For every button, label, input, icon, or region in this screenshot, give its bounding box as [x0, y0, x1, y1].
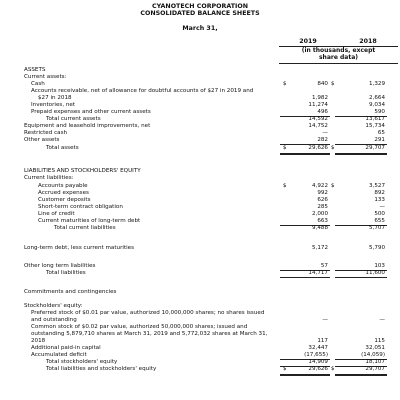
value-2018: (14,059)	[361, 352, 385, 358]
table-row	[0, 225, 400, 232]
units-note	[279, 47, 398, 61]
row-label: Line of credit	[38, 211, 75, 217]
table-row	[0, 310, 400, 324]
value-2018: 13,617	[365, 116, 385, 122]
table-row	[0, 145, 400, 152]
value-2018: 5,707	[368, 225, 385, 231]
table-row	[0, 67, 400, 74]
value-2019: 9,488	[311, 225, 328, 231]
value-2018: 892	[374, 190, 385, 196]
row-label: Total liabilities	[46, 270, 86, 276]
row-label: Preferred stock of $0.01 par value, authorized 10,000,000 shares; no shares issued and outstanding	[31, 310, 265, 323]
column-header	[279, 38, 398, 64]
table-row	[0, 204, 400, 211]
header-rule-bottom	[279, 63, 398, 64]
value-2019: 4,922	[311, 183, 328, 189]
value-2018: 9,034	[368, 102, 385, 108]
table-row	[0, 352, 400, 359]
value-2018: 2,664	[368, 95, 385, 101]
row-label: Total liabilities and stockholders' equity	[46, 366, 157, 372]
value-2018: 500	[374, 211, 385, 217]
value-2018: 5,790	[368, 245, 385, 251]
table-row	[0, 95, 400, 102]
value-2018: —	[379, 317, 385, 323]
company-name: CYANOTECH CORPORATION	[151, 3, 249, 10]
row-label: Common stock of $0.02 par value, authorized 50,000,000 shares; issued and outstanding 5,879,710 shares at March 31, 2019 and 5,772,032 shares at March 31, 2018	[31, 324, 268, 344]
value-2019: 840	[317, 81, 328, 87]
row-label: Prepaid expenses and other current assets	[31, 109, 151, 115]
row-label: Accrued expenses	[38, 190, 89, 196]
table-row	[0, 359, 400, 366]
table-row	[0, 345, 400, 352]
value-2019: —	[322, 317, 328, 323]
table-row	[0, 88, 400, 95]
row-label: Long-term debt, less current maturities	[24, 245, 135, 251]
table-row	[0, 303, 400, 310]
double-underline	[280, 375, 330, 376]
row-label: Restricted cash	[24, 130, 68, 136]
table-row	[0, 190, 400, 197]
table-row	[0, 197, 400, 204]
units-note-line2: share data)	[318, 54, 358, 61]
row-label: Total assets	[46, 145, 79, 151]
table-row	[0, 245, 400, 252]
value-2019: 626	[317, 197, 328, 203]
value-2018: —	[379, 204, 385, 210]
value-2019: 14,592	[308, 116, 328, 122]
value-2018: 29,707	[365, 145, 385, 151]
dollar-sign: $	[331, 145, 335, 151]
value-2019: —	[322, 130, 328, 136]
as-of-date: March 31,	[182, 25, 218, 32]
value-2019: 285	[317, 204, 328, 210]
value-2019: 29,626	[308, 366, 328, 372]
underline	[335, 277, 387, 278]
value-2018: 11,600	[365, 270, 385, 276]
table-row	[0, 109, 400, 116]
value-2019: (17,655)	[304, 352, 328, 358]
table-row	[0, 366, 400, 373]
table-row	[0, 289, 400, 296]
table-row	[0, 183, 400, 190]
dollar-sign: $	[331, 183, 335, 189]
row-label: Short-term contract obligation	[38, 204, 123, 210]
table-row	[0, 74, 400, 81]
row-label: Commitments and contingencies	[24, 289, 117, 295]
value-2018: 18,107	[365, 359, 385, 365]
column-year-2018: 2018	[359, 38, 377, 45]
row-label: Accounts receivable, net of allowance for doubtful accounts of $27 in 2019 and	[31, 88, 254, 94]
dollar-sign: $	[331, 366, 335, 372]
value-2019: 1,982	[311, 95, 328, 101]
dollar-sign: $	[283, 81, 287, 87]
value-2019: 992	[317, 190, 328, 196]
dollar-sign: $	[331, 81, 335, 87]
value-2019: 14,909	[308, 359, 328, 365]
row-label: Total stockholders' equity	[46, 359, 118, 365]
value-2018: 590	[374, 109, 385, 115]
table-row	[0, 116, 400, 123]
dollar-sign: $	[283, 366, 287, 372]
dollar-sign: $	[283, 183, 287, 189]
value-2019: 14,717	[308, 270, 328, 276]
table-row	[0, 211, 400, 218]
value-2019: 29,626	[308, 145, 328, 151]
table-row	[0, 123, 400, 130]
row-label: Additional paid-in capital	[31, 345, 101, 351]
value-2019: 5,172	[311, 245, 328, 251]
table-row	[0, 270, 400, 277]
row-label: Current maturities of long-term debt	[38, 218, 141, 224]
table-row	[0, 324, 400, 345]
value-2019: 2,000	[311, 211, 328, 217]
row-label: Other long term liabilities	[24, 263, 96, 269]
row-label: Current liabilities:	[24, 175, 74, 181]
value-2019: 496	[317, 109, 328, 115]
value-2018: 32,051	[365, 345, 385, 351]
underline	[280, 277, 330, 278]
table-row	[0, 130, 400, 137]
row-label: Accumulated deficit	[31, 352, 87, 358]
value-2018: 15,734	[365, 123, 385, 129]
column-year-2019: 2019	[299, 38, 317, 45]
value-2018: 103	[374, 263, 385, 269]
value-2018: 65	[377, 130, 385, 136]
row-label: $27 in 2018	[38, 95, 72, 101]
value-2019: 11,274	[308, 102, 328, 108]
row-label: Accounts payable	[38, 183, 88, 189]
row-label: Current assets:	[24, 74, 67, 80]
row-label: Stockholders' equity:	[24, 303, 83, 309]
table-row	[0, 175, 400, 182]
units-note-line1: (in thousands, except	[301, 47, 376, 54]
table-row	[0, 263, 400, 270]
value-2019: 117	[317, 338, 328, 344]
row-label: LIABILITIES AND STOCKHOLDERS' EQUITY	[24, 168, 141, 174]
double-underline	[335, 154, 387, 155]
value-2018: 133	[374, 197, 385, 203]
double-underline	[335, 375, 387, 376]
dollar-sign: $	[283, 145, 287, 151]
row-label: Total current assets	[46, 116, 101, 122]
value-2018: 655	[374, 218, 385, 224]
value-2018: 3,527	[368, 183, 385, 189]
table-row	[0, 137, 400, 144]
row-label: Customer deposits	[38, 197, 91, 203]
value-2018: 115	[374, 338, 385, 344]
table-row	[0, 81, 400, 88]
row-label: Other assets	[24, 137, 60, 143]
value-2018: 29,707	[365, 366, 385, 372]
row-label: Total current liabilities	[54, 225, 116, 231]
double-underline	[280, 154, 330, 155]
value-2019: 14,752	[308, 123, 328, 129]
table-row	[0, 102, 400, 109]
value-2019: 57	[320, 263, 328, 269]
row-label: Cash	[31, 81, 45, 87]
statement-title: CONSOLIDATED BALANCE SHEETS	[140, 10, 260, 17]
value-2019: 32,447	[308, 345, 328, 351]
value-2019: 663	[317, 218, 328, 224]
value-2018: 291	[374, 137, 385, 143]
row-label: Equipment and leasehold improvements, net	[24, 123, 151, 129]
value-2019: 282	[317, 137, 328, 143]
table-row	[0, 168, 400, 175]
value-2018: 1,329	[368, 81, 385, 87]
row-label: ASSETS	[24, 67, 46, 73]
row-label: Inventories, net	[31, 102, 76, 108]
table-row	[0, 218, 400, 225]
